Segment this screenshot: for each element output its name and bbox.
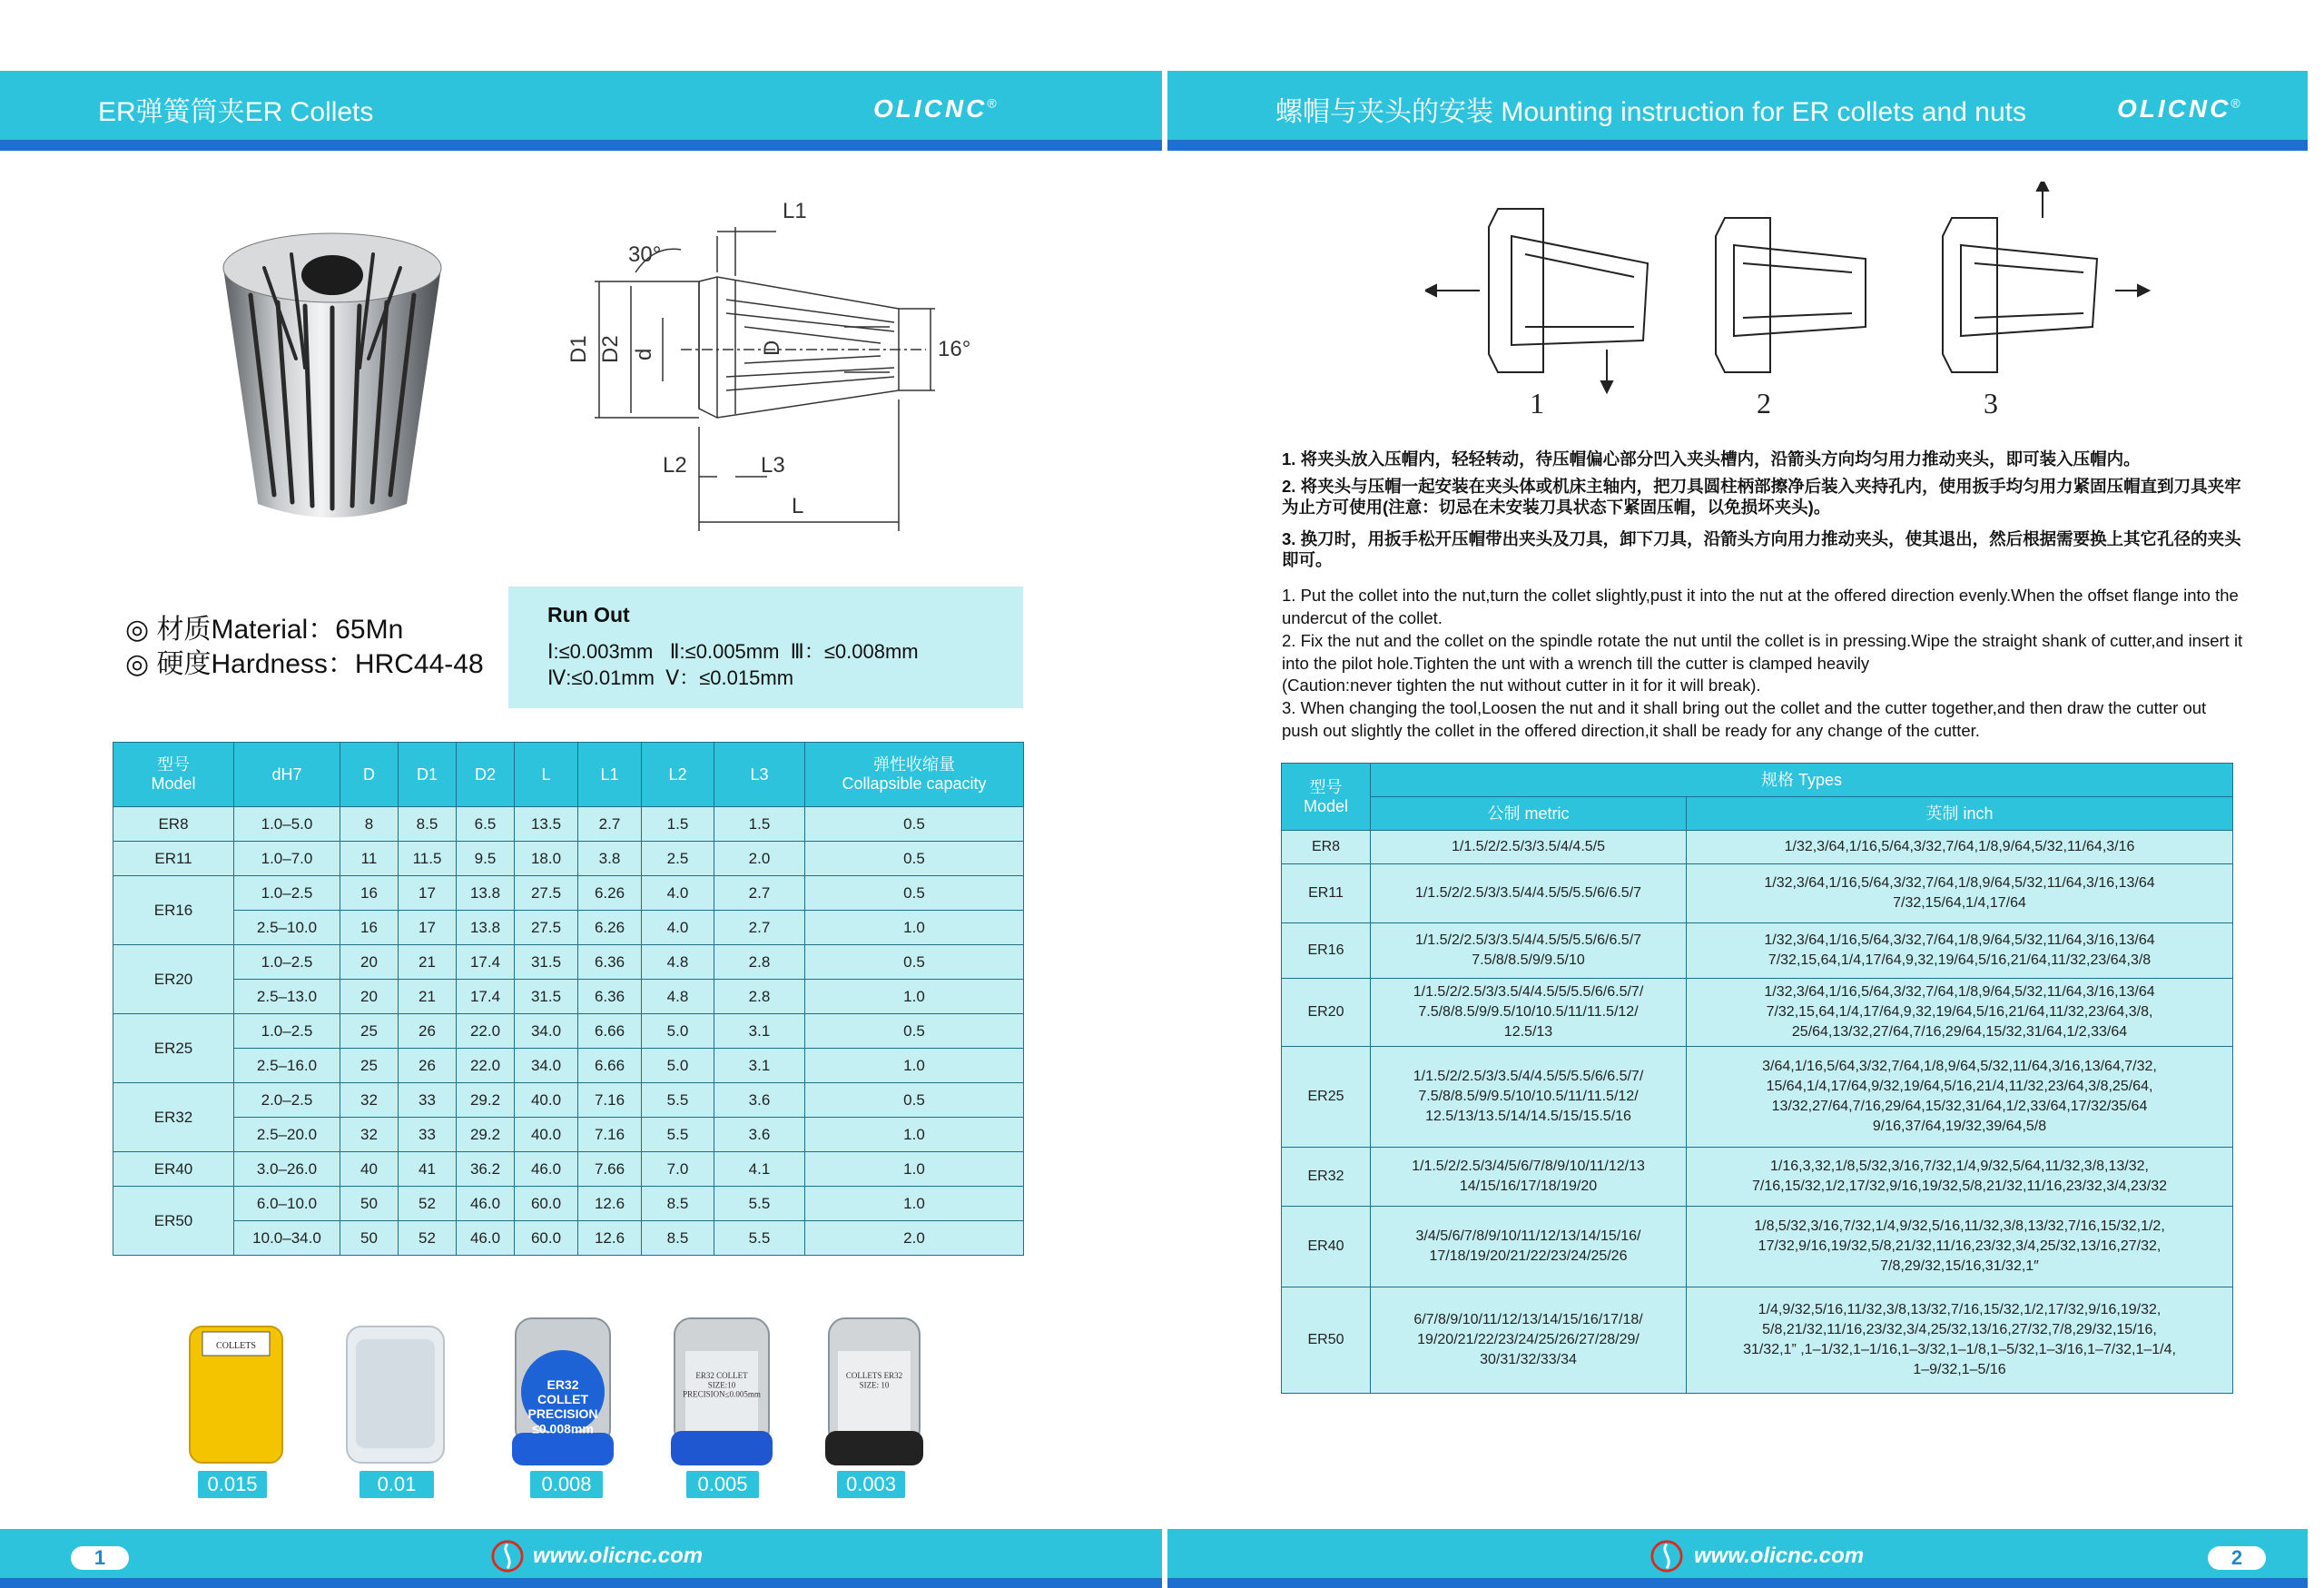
table-row: [113, 1118, 1024, 1152]
value-cell: 25: [340, 1014, 399, 1049]
value-cell: 7.66: [578, 1152, 642, 1187]
model-cell: ER40: [1282, 1207, 1371, 1287]
value-cell: 50: [340, 1187, 399, 1221]
value-cell: 1.0: [805, 980, 1024, 1014]
table-row: [113, 1187, 1024, 1221]
value-cell: 5.0: [642, 1049, 714, 1083]
table-header-cell: L: [515, 743, 578, 807]
value-cell: 5.0: [642, 1014, 714, 1049]
value-cell: 2.0–2.5: [234, 1083, 340, 1118]
olicnc-logo-icon: [490, 1538, 525, 1574]
blue-label-collet-box: [508, 1315, 617, 1469]
table-row: [1282, 1148, 2233, 1207]
header-metric: 公制 metric: [1371, 797, 1687, 831]
model-cell: ER16: [1282, 923, 1371, 979]
value-cell: 9.5: [457, 842, 515, 876]
value-cell: 13.5: [515, 807, 578, 842]
page-number-right: 2: [2208, 1546, 2266, 1570]
footer-rule-right: [1167, 1578, 2308, 1588]
clear-collet-box: [343, 1321, 448, 1466]
value-cell: 40.0: [515, 1083, 578, 1118]
value-cell: 29.2: [457, 1118, 515, 1152]
precision-tag-5: 0.003: [837, 1471, 905, 1498]
instruction-cn-1: 1. 将夹头放入压帽内，轻轻转动，待压帽偏心部分凹入夹头槽内，沿箭头方向均匀用力推动夹头，即可装入压帽内。: [1282, 449, 2141, 469]
value-cell: 2.0: [805, 1221, 1024, 1256]
value-cell: 6.66: [578, 1014, 642, 1049]
precision-tag-3: 0.008: [530, 1471, 603, 1498]
table-row: [1282, 979, 2233, 1047]
value-cell: 52: [399, 1221, 457, 1256]
value-cell: 40.0: [515, 1118, 578, 1152]
instruction-en-1: 1. Put the collet into the nut,turn the collet slightly,pust it into the nut at the offered direction evenly.When the offset flange into the undercut of the collet.: [1282, 586, 2239, 627]
value-cell: 20: [340, 945, 399, 980]
run-out-line-2: Ⅳ:≤0.01mm Ⅴ：≤0.015mm: [547, 666, 794, 689]
table-row: [113, 807, 1024, 842]
black-base-box-label: COLLETS ER32 SIZE: 10: [845, 1371, 903, 1390]
dim-l3-label: L3: [761, 453, 785, 478]
dim-d-label: D: [760, 340, 784, 356]
left-page-title: ER弹簧筒夹ER Collets: [98, 97, 374, 127]
table-row: [1282, 1287, 2233, 1394]
value-cell: 3.8: [578, 842, 642, 876]
value-cell: 40: [340, 1152, 399, 1187]
value-cell: 0.5: [805, 842, 1024, 876]
header-types: 规格 Types: [1371, 764, 2233, 797]
value-cell: 4.8: [642, 980, 714, 1014]
inch-cell: 1/4,9/32,5/16,11/32,3/8,13/32,7/16,15/32,1/2,17/32,9/16,19/32, 5/8,21/32,11/16,23/32,3/4,25/32,13/16,27/32,7/8,29/32,15/16, 31/32,1” ,1–1/32,1–1/16,1–3/32,1–1/8,1–5/32,1–3/16,1–7/32,1–1/4, 1–9/32,1–5/16: [1687, 1287, 2233, 1394]
step-number-1: 1: [1530, 387, 1544, 419]
metric-cell: 1/1.5/2/2.5/3/3.5/4/4.5/5/5.5/6/6.5/7 7.5/8/8.5/9/9.5/10: [1371, 923, 1687, 979]
value-cell: 8.5: [642, 1221, 714, 1256]
value-cell: 11.5: [399, 842, 457, 876]
table-row: [113, 1083, 1024, 1118]
table-header-cell: D: [340, 743, 399, 807]
value-cell: 17: [399, 911, 457, 945]
website-link-left[interactable]: www.olicnc.com: [533, 1544, 704, 1568]
value-cell: 1.0: [805, 1187, 1024, 1221]
value-cell: 0.5: [805, 1014, 1024, 1049]
value-cell: 2.5–10.0: [234, 911, 340, 945]
value-cell: 5.5: [714, 1187, 805, 1221]
table-header-cell: D2: [457, 743, 515, 807]
table-row: [1282, 1207, 2233, 1287]
value-cell: 3.6: [714, 1118, 805, 1152]
value-cell: 3.0–26.0: [234, 1152, 340, 1187]
table-header-cell: D1: [399, 743, 457, 807]
value-cell: 2.7: [578, 807, 642, 842]
precision-tag-2: 0.01: [359, 1471, 434, 1498]
value-cell: 3.6: [714, 1083, 805, 1118]
material-line: ◎ 材质Material：65Mn: [125, 615, 404, 645]
instruction-en-2: 2. Fix the nut and the collet on the spindle rotate the nut until the collet is in pressing.Wipe the straight shank of cutter,and insert it into the pilot hole.Tighten the unt with a wrench till the cutter is clamped heavily: [1282, 631, 2243, 673]
value-cell: 2.7: [714, 911, 805, 945]
metric-cell: 1/1.5/2/2.5/3/4/5/6/7/8/9/10/11/12/13 14/15/16/17/18/19/20: [1371, 1148, 1687, 1207]
header-inch: 英制 inch: [1687, 797, 2233, 831]
footer-rule-left: [0, 1578, 1162, 1588]
inch-cell: 1/32,3/64,1/16,5/64,3/32,7/64,1/8,9/64,5/32,11/64,3/16,13/64 7/32,15,64,1/4,17/64,9,32,19/64,5/16,21/64,11/32,23/64,3/8: [1687, 923, 2233, 979]
logo-text: OLICNC: [2117, 94, 2231, 123]
value-cell: 11: [340, 842, 399, 876]
value-cell: 6.5: [457, 807, 515, 842]
precision-tag-1: 0.015: [198, 1471, 267, 1498]
value-cell: 2.8: [714, 980, 805, 1014]
inch-cell: 1/32,3/64,1/16,5/64,3/32,7/64,1/8,9/64,5/32,11/64,3/16: [1687, 831, 2233, 864]
value-cell: 5.5: [714, 1221, 805, 1256]
value-cell: 6.0–10.0: [234, 1187, 340, 1221]
value-cell: 4.0: [642, 911, 714, 945]
model-cell: ER25: [113, 1014, 234, 1083]
value-cell: 21: [399, 980, 457, 1014]
table-header-cell: dH7: [234, 743, 340, 807]
table-header-row: [1282, 764, 2233, 797]
table-header-cell: L3: [714, 743, 805, 807]
blue-box-label: ER32 COLLET PRECISION ≤0.008mm: [527, 1377, 598, 1436]
logo-right: [2117, 94, 2243, 123]
inch-cell: 1/16,3,32,1/8,5/32,3/16,7/32,1/4,9/32,5/64,11/32,3/8,13/32, 7/16,15/32,1/2,17/32,9/16,19/32,5/8,21/32,11/16,23/32,3/4,23/32: [1687, 1148, 2233, 1207]
model-cell: ER20: [1282, 979, 1371, 1047]
run-out-box: [508, 587, 1023, 708]
value-cell: 6.26: [578, 911, 642, 945]
table-row: [113, 1152, 1024, 1187]
value-cell: 34.0: [515, 1014, 578, 1049]
angle-30-label: 30°: [628, 242, 662, 267]
value-cell: 18.0: [515, 842, 578, 876]
instruction-en-3: 3. When changing the tool,Loosen the nut and it shall bring out the collet and the cutter together,and then draw the cutter out push out slightly the collet in the offered direction,it shall be ready for any change of the cutter.: [1282, 698, 2207, 740]
yellow-box-label: COLLETS: [216, 1341, 256, 1351]
value-cell: 46.0: [515, 1152, 578, 1187]
table-row: [1282, 1047, 2233, 1148]
hardness-line: ◎ 硬度Hardness：HRC44-48: [125, 649, 484, 679]
value-cell: 7.16: [578, 1083, 642, 1118]
value-cell: 6.66: [578, 1049, 642, 1083]
value-cell: 27.5: [515, 876, 578, 911]
instruction-cn-2: 2. 将夹头与压帽一起安装在夹头体或机床主轴内，把刀具圆柱柄部擦净后装入夹持孔内，使用扳手均匀用力紧固压帽直到刀具夹牢为止方可使用(注意：切忌在未安装刀具状态下紧固压帽，以免损坏夹头)。: [1282, 477, 2241, 517]
value-cell: 2.8: [714, 945, 805, 980]
registered-mark: ®: [987, 95, 1000, 111]
dim-d1-label: D1: [566, 335, 591, 363]
table-row: [113, 1049, 1024, 1083]
logo-left: [873, 94, 1000, 123]
black-base-collet-box: [822, 1315, 926, 1469]
model-cell: ER50: [1282, 1287, 1371, 1394]
value-cell: 12.6: [578, 1221, 642, 1256]
value-cell: 2.5: [642, 842, 714, 876]
value-cell: 20: [340, 980, 399, 1014]
metric-cell: 1/1.5/2/2.5/3/3.5/4/4.5/5: [1371, 831, 1687, 864]
table-row: [1282, 923, 2233, 979]
value-cell: 1.5: [714, 807, 805, 842]
value-cell: 1.0–2.5: [234, 1014, 340, 1049]
table-header-row: [113, 743, 1024, 807]
metric-cell: 1/1.5/2/2.5/3/3.5/4/4.5/5/5.5/6/6.5/7/ 7.5/8/8.5/9/9.5/10/10.5/11/11.5/12/ 12.5/13: [1371, 979, 1687, 1047]
metric-cell: 3/4/5/6/7/8/9/10/11/12/13/14/15/16/ 17/18/19/20/21/22/23/24/25/26: [1371, 1207, 1687, 1287]
er-collet-photo: [214, 232, 450, 524]
yellow-collet-box: [186, 1321, 286, 1466]
value-cell: 50: [340, 1221, 399, 1256]
value-cell: 25: [340, 1049, 399, 1083]
value-cell: 1.5: [642, 807, 714, 842]
table-row: [113, 876, 1024, 911]
value-cell: 0.5: [805, 807, 1024, 842]
right-page-title: 螺帽与夹头的安装 Mounting instruction for ER collets and nuts: [1275, 97, 2026, 127]
value-cell: 22.0: [457, 1014, 515, 1049]
value-cell: 17.4: [457, 980, 515, 1014]
value-cell: 6.36: [578, 945, 642, 980]
dim-l-label: L: [792, 494, 804, 518]
value-cell: 0.5: [805, 1083, 1024, 1118]
inch-cell: 1/32,3/64,1/16,5/64,3/32,7/64,1/8,9/64,5/32,11/64,3/16,13/64 7/32,15/64,1/4,17/64: [1687, 864, 2233, 923]
value-cell: 26: [399, 1014, 457, 1049]
table-row: [113, 842, 1024, 876]
model-cell: ER50: [113, 1187, 234, 1256]
value-cell: 12.6: [578, 1187, 642, 1221]
inch-cell: 3/64,1/16,5/64,3/32,7/64,1/8,9/64,5/32,11/64,3/16,13/64,7/32, 15/64,1/4,17/64,9/32,19/64,5/16,21/4,11/32,23/64,3/8,25/64, 13/32,27/64,7/16,29/64,15/32,31/64,1/2,33/64,17/32/35/64 9/16,37/64,19/32,39/64,5/8: [1687, 1047, 2233, 1148]
metric-cell: 6/7/8/9/10/11/12/13/14/15/16/17/18/ 19/20/21/22/23/24/25/26/27/28/29/ 30/31/32/33/34: [1371, 1287, 1687, 1394]
inch-cell: 1/32,3/64,1/16,5/64,3/32,7/64,1/8,9/64,5/32,11/64,3/16,13/64 7/32,15,64,1/4,17/64,9,32,19/64,5/16,21/64,11/32,23/64,3/8, 25/64,13/32,27/64,7/16,29/64,15/32,31/64,1/2,33/64: [1687, 979, 2233, 1047]
run-out-line-1: Ⅰ:≤0.003mm Ⅱ:≤0.005mm Ⅲ：≤0.008mm: [547, 640, 919, 663]
table-row: [113, 1014, 1024, 1049]
value-cell: 31.5: [515, 980, 578, 1014]
value-cell: 17: [399, 876, 457, 911]
value-cell: 36.2: [457, 1152, 515, 1187]
value-cell: 27.5: [515, 911, 578, 945]
value-cell: 4.8: [642, 945, 714, 980]
model-cell: ER40: [113, 1152, 234, 1187]
value-cell: 16: [340, 876, 399, 911]
value-cell: 46.0: [457, 1187, 515, 1221]
blue-base-collet-box: [667, 1315, 776, 1469]
value-cell: 1.0: [805, 1118, 1024, 1152]
value-cell: 13.8: [457, 876, 515, 911]
value-cell: 6.36: [578, 980, 642, 1014]
step-number-3: 3: [1984, 387, 1998, 419]
value-cell: 60.0: [515, 1187, 578, 1221]
value-cell: 33: [399, 1118, 457, 1152]
value-cell: 0.5: [805, 876, 1024, 911]
value-cell: 2.7: [714, 876, 805, 911]
model-cell: ER25: [1282, 1047, 1371, 1148]
collet-dimension-drawing: [545, 182, 1017, 545]
dim-l1-label: L1: [783, 199, 807, 223]
value-cell: 22.0: [457, 1049, 515, 1083]
value-cell: 41: [399, 1152, 457, 1187]
value-cell: 0.5: [805, 945, 1024, 980]
table-row: [113, 1221, 1024, 1256]
value-cell: 1.0: [805, 1152, 1024, 1187]
value-cell: 32: [340, 1118, 399, 1152]
run-out-title: Run Out: [547, 603, 630, 626]
logo-text: OLICNC: [873, 94, 988, 123]
model-cell: ER32: [1282, 1148, 1371, 1207]
value-cell: 29.2: [457, 1083, 515, 1118]
instruction-en-caution: (Caution:never tighten the nut without cutter in it for it will break).: [1282, 676, 1761, 695]
website-link-right[interactable]: www.olicnc.com: [1694, 1544, 1865, 1568]
value-cell: 4.1: [714, 1152, 805, 1187]
value-cell: 1.0–7.0: [234, 842, 340, 876]
value-cell: 1.0: [805, 1049, 1024, 1083]
value-cell: 32: [340, 1083, 399, 1118]
model-cell: ER16: [113, 876, 234, 945]
value-cell: 31.5: [515, 945, 578, 980]
value-cell: 1.0: [805, 911, 1024, 945]
collet-types-table: [1281, 763, 2233, 1394]
table-header-cell: L2: [642, 743, 714, 807]
value-cell: 13.8: [457, 911, 515, 945]
model-cell: ER8: [1282, 831, 1371, 864]
metric-cell: 1/1.5/2/2.5/3/3.5/4/4.5/5/5.5/6/6.5/7: [1371, 864, 1687, 923]
value-cell: 2.5–20.0: [234, 1118, 340, 1152]
value-cell: 33: [399, 1083, 457, 1118]
table-row: [113, 945, 1024, 980]
collet-dimension-table: [113, 742, 1024, 1256]
value-cell: 2.5–13.0: [234, 980, 340, 1014]
instruction-cn-3: 3. 换刀时，用扳手松开压帽带出夹头及刀具，卸下刀具，沿箭头方向用力推动夹头，使其退出，然后根据需要换上其它孔径的夹头即可。: [1282, 529, 2241, 569]
value-cell: 52: [399, 1187, 457, 1221]
metric-cell: 1/1.5/2/2.5/3/3.5/4/4.5/5/5.5/6/6.5/7/ 7.5/8/8.5/9/9.5/10/10.5/11/11.5/12/ 12.5/13/13.5/14/14.5/15/15.5/16: [1371, 1047, 1687, 1148]
table-header-cell: L1: [578, 743, 642, 807]
value-cell: 6.26: [578, 876, 642, 911]
value-cell: 21: [399, 945, 457, 980]
value-cell: 2.0: [714, 842, 805, 876]
step-number-2: 2: [1757, 387, 1771, 419]
value-cell: 8: [340, 807, 399, 842]
value-cell: 5.5: [642, 1083, 714, 1118]
dim-small-d-label: d: [632, 348, 656, 360]
table-header-cell: 弹性收缩量 Collapsible capacity: [805, 743, 1024, 807]
value-cell: 46.0: [457, 1221, 515, 1256]
table-row: [1282, 831, 2233, 864]
header-rule-left: [0, 140, 1162, 151]
model-cell: ER11: [1282, 864, 1371, 923]
model-cell: ER11: [113, 842, 234, 876]
value-cell: 26: [399, 1049, 457, 1083]
page-number-left: 1: [71, 1546, 129, 1570]
value-cell: 60.0: [515, 1221, 578, 1256]
inch-cell: 1/8,5/32,3/16,7/32,1/4,9/32,5/16,11/32,3/8,13/32,7/16,15/32,1/2, 17/32,9/16,19/32,5/8,21/32,11/16,23/32,3/4,25/32,13/16,27/32, 7/8,29/32,15/16,31/32,1″: [1687, 1207, 2233, 1287]
header-rule-right: [1167, 140, 2308, 151]
value-cell: 17.4: [457, 945, 515, 980]
value-cell: 16: [340, 911, 399, 945]
model-cell: ER32: [113, 1083, 234, 1152]
value-cell: 1.0–5.0: [234, 807, 340, 842]
angle-16-label: 16°: [938, 337, 971, 361]
table-header-row: [1282, 797, 2233, 831]
registered-mark: ®: [2230, 95, 2243, 111]
value-cell: 8.5: [399, 807, 457, 842]
dim-l2-label: L2: [663, 453, 687, 478]
value-cell: 3.1: [714, 1014, 805, 1049]
value-cell: 5.5: [642, 1118, 714, 1152]
value-cell: 7.16: [578, 1118, 642, 1152]
header-model: 型号 Model: [1282, 764, 1371, 831]
precision-tag-4: 0.005: [686, 1471, 759, 1498]
value-cell: 3.1: [714, 1049, 805, 1083]
table-row: [1282, 864, 2233, 923]
value-cell: 8.5: [642, 1187, 714, 1221]
model-cell: ER20: [113, 945, 234, 1014]
value-cell: 34.0: [515, 1049, 578, 1083]
model-cell: ER8: [113, 807, 234, 842]
blue-base-box-label: ER32 COLLET SIZE:10 PRECISION≤0.005mm: [683, 1371, 761, 1399]
value-cell: 4.0: [642, 876, 714, 911]
mounting-steps-diagram: [1425, 182, 2152, 427]
table-row: [113, 980, 1024, 1014]
value-cell: 7.0: [642, 1152, 714, 1187]
value-cell: 1.0–2.5: [234, 945, 340, 980]
value-cell: 10.0–34.0: [234, 1221, 340, 1256]
value-cell: 2.5–16.0: [234, 1049, 340, 1083]
value-cell: 1.0–2.5: [234, 876, 340, 911]
dim-d2-label: D2: [598, 335, 623, 363]
olicnc-logo-icon: [1649, 1538, 1684, 1574]
table-header-cell: 型号 Model: [113, 743, 234, 807]
table-row: [113, 911, 1024, 945]
